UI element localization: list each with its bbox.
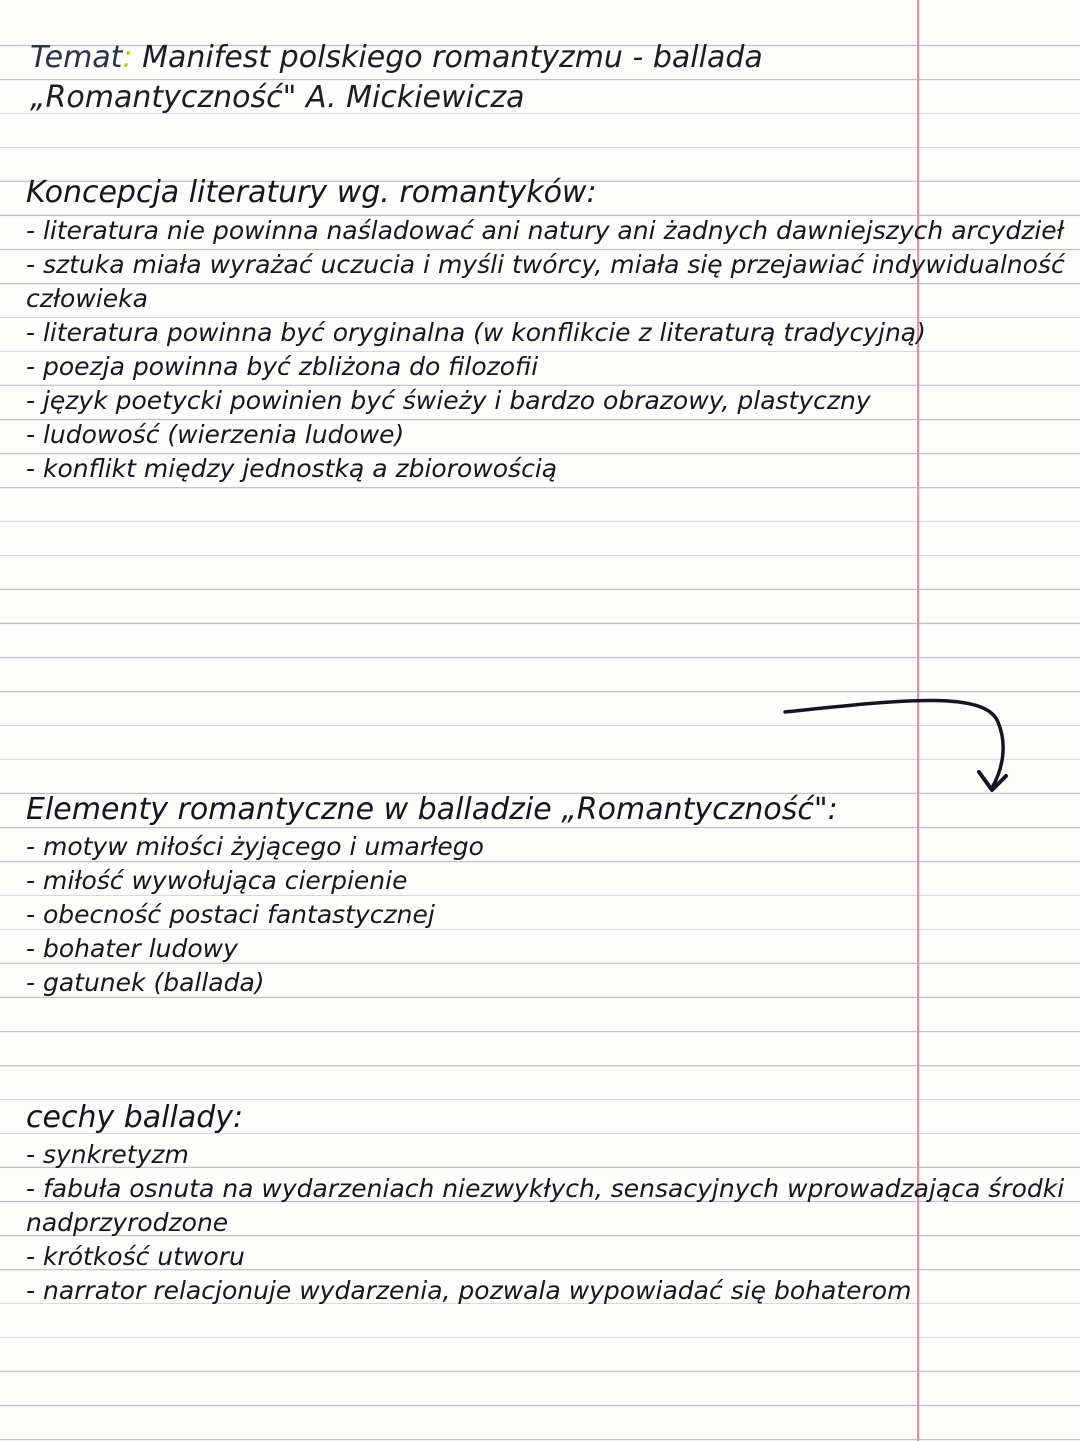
lesson-topic <box>30 38 910 118</box>
section-heading: Koncepcja literatury wg. romantyków: <box>26 175 597 210</box>
topic-line-2: „Romantyczność" A. Mickiewicza <box>30 80 525 115</box>
ballad-features-section <box>26 1098 1066 1308</box>
list-item: - język poetycki powinien być świeży i bardzo obrazowy, plastyczny <box>26 386 871 415</box>
literature-concept-section <box>26 172 1066 486</box>
list-item: - sztuka miała wyrażać uczucia i myśli twórcy, miała się przejawiać indywidualność człowieka <box>26 250 1065 313</box>
list-item: - ludowość (wierzenia ludowe) <box>26 420 405 449</box>
list-item: - krótkość utworu <box>26 1242 245 1271</box>
list-item: - bohater ludowy <box>26 934 238 963</box>
bullet-list <box>26 214 1066 486</box>
list-item: - fabuła osnuta na wydarzeniach niezwykłych, sensacyjnych wprowadzająca środki nadprzyrodzone <box>26 1174 1065 1237</box>
topic-line-1 <box>30 38 910 78</box>
list-item: - obecność postaci fantastycznej <box>26 900 435 929</box>
bullet-list <box>26 830 1066 1000</box>
romantic-elements-section <box>26 790 1066 1000</box>
list-item: - motyw miłości żyjącego i umarłego <box>26 832 484 861</box>
topic-colon: : <box>122 40 133 75</box>
topic-label: Temat <box>30 40 123 75</box>
list-item: - literatura nie powinna naśladować ani natury ani żadnych dawniejszych arcydzieł <box>26 216 1064 245</box>
list-item: - literatura powinna być oryginalna (w konflikcie z literaturą tradycyjną) <box>26 318 926 347</box>
list-item: - synkretyzm <box>26 1140 189 1169</box>
list-item: - miłość wywołująca cierpienie <box>26 866 408 895</box>
list-item: - poezja powinna być zbliżona do filozofii <box>26 352 539 381</box>
curved-arrow-icon <box>780 690 1030 800</box>
section-heading: cechy ballady: <box>26 1100 244 1135</box>
list-item: - narrator relacjonuje wydarzenia, pozwala wypowiadać się bohaterom <box>26 1276 912 1305</box>
list-item: - gatunek (ballada) <box>26 968 265 997</box>
topic-title: Manifest polskiego romantyzmu - ballada <box>142 40 763 75</box>
bullet-list <box>26 1138 1066 1308</box>
section-heading: Elementy romantyczne w balladzie „Romantyczność": <box>26 792 838 827</box>
list-item: - konflikt między jednostką a zbiorowością <box>26 454 558 483</box>
